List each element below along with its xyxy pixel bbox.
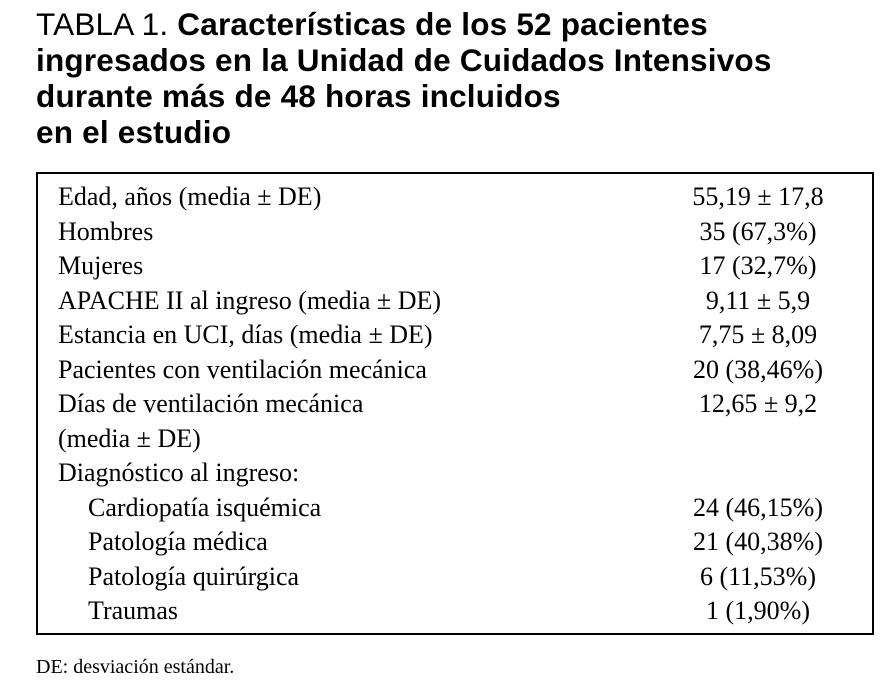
row-value: 21 (40,38%) [693,527,823,556]
row-value: 9,11 ± 5,9 [705,285,811,315]
row-label: Mujeres [58,251,144,280]
row-value: 6 (11,53%) [699,561,816,591]
table-caption-line: durante más de 48 horas incluidos [36,78,561,114]
table-row [58,180,862,215]
table-number: TABLA 1. [36,6,169,42]
table-row [58,525,862,560]
row-value: 35 (67,3%) [699,216,817,246]
row-value: 24 (46,15%) [693,492,823,522]
table-row [58,284,862,319]
row-label: Traumas [88,596,179,625]
table-row [58,318,862,353]
row-label: Patología médica [88,527,268,556]
table-title-line-1 [36,6,886,42]
row-value: 55,19 ± 17,8 [692,182,824,211]
table-section-header [58,456,862,491]
table-caption-line: ingresados en la Unidad de Cuidados Intensivos [36,42,772,78]
row-label: Cardiopatía isquémica [88,492,322,522]
table-row [58,491,862,526]
row-label: Estancia en UCI, días (media ± DE) [58,320,433,349]
table-row [58,422,862,457]
table-row [58,387,862,422]
data-table [36,172,874,635]
table-body [58,180,862,629]
table-row [58,215,862,250]
table-row [58,594,862,629]
table-title [36,6,886,150]
row-value: 12,65 ± 9,2 [698,389,818,418]
table-caption-line: en el estudio [36,114,232,150]
table-row [58,249,862,284]
table-row [58,353,862,388]
row-label: (media ± DE) [58,423,201,453]
row-label: Edad, años (media ± DE) [58,182,322,211]
row-value: 7,75 ± 8,09 [698,320,818,349]
row-label: Días de ventilación mecánica [58,389,364,418]
row-label: Patología quirúrgica [88,561,300,591]
row-value: 1 (1,90%) [706,596,810,625]
row-label: Pacientes con ventilación mecánica [58,354,427,384]
row-label: Hombres [58,216,154,246]
row-value: 17 (32,7%) [699,251,817,280]
row-label: Diagnóstico al ingreso: [58,458,300,487]
row-label: APACHE II al ingreso (media ± DE) [58,285,442,315]
row-value: 20 (38,46%) [693,354,823,384]
table-row [58,560,862,595]
footnote: DE: desviación estándar. [36,656,235,678]
table-caption-line: Características de los 52 pacientes [177,6,708,42]
